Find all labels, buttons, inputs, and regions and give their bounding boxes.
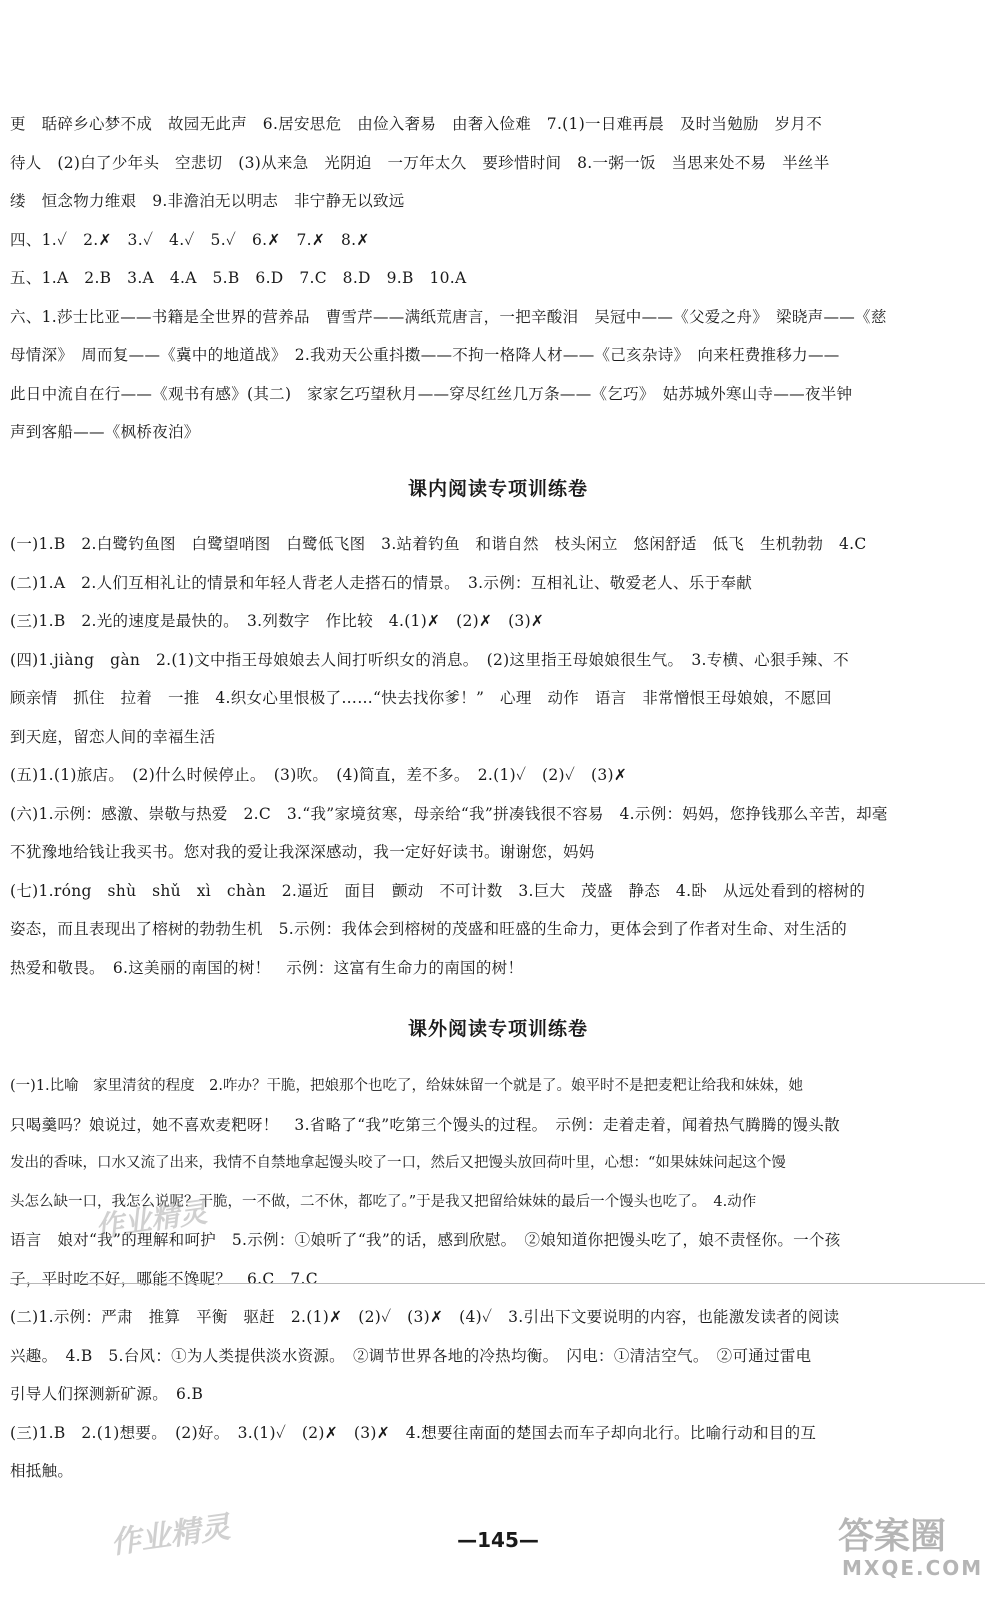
section-title-in-class-reading: 课内阅读专项训练卷	[407, 478, 588, 500]
text-line: (一)1.比喻 家里清贫的程度 2.咋办？干脆，把娘那个也吃了，给妹妹留一个就是了。娘平时不是把麦粑让给我和妹妹，她	[10, 1078, 803, 1094]
watermark-stamp: 作业精灵	[108, 1509, 233, 1562]
answer-block-continued	[10, 105, 985, 452]
text-line: (五)1.(1)旅店。 (2)什么时候停止。 (3)吹。 (4)简直，差不多。 2.(1)✓ (2)✓ (3)✗	[10, 766, 628, 784]
answer-block-in-class	[10, 525, 985, 987]
text-line: 顾亲情 抓住 拉着 一推 4.织女心里恨极了……“快去找你爹！” 心理 动作 语言 非常憎恨王母娘娘，不愿回	[10, 689, 832, 707]
text-line: 热爱和敬畏。 6.这美丽的南国的树！ 示例：这富有生命力的南国的树！	[10, 958, 524, 977]
text-line: 四、1.✓ 2.✗ 3.✓ 4.✓ 5.✓ 6.✗ 7.✗ 8.✗	[10, 230, 370, 249]
text-line: 不犹豫地给钱让我买书。您对我的爱让我深深感动，我一定好好读书。谢谢您，妈妈	[10, 843, 595, 861]
text-line: (三)1.B 2.(1)想要。 (2)好。 3.(1)✓ (2)✗ (3)✗ 4.想要往南面的楚国去而车子却向北行。比喻行动和目的互	[10, 1423, 817, 1442]
text-line: 子，平时吃不好，哪能不馋呢？ 6.C 7.C	[10, 1269, 318, 1288]
answer-block-extracurricular	[10, 1067, 985, 1491]
text-line: (二)1.示例：严肃 推算 平衡 驱赶 2.(1)✗ (2)✓ (3)✗ (4)✓ 3.引出下文要说明的内容，也能激发读者的阅读	[10, 1308, 840, 1326]
text-line: 六、1.莎士比亚——书籍是全世界的营养品 曹雪芹——满纸荒唐言，一把辛酸泪 吴冠中——《父爱之舟》 梁晓声——《慈	[10, 307, 887, 326]
watermark-logo: 答案圈	[838, 1516, 947, 1557]
text-line: 姿态，而且表现出了榕树的勃勃生机 5.示例：我体会到榕树的茂盛和旺盛的生命力，更体会到了作者对生命、对生活的	[10, 920, 847, 938]
text-line: 兴趣。 4.B 5.台风：①为人类提供淡水资源。 ②调节世界各地的冷热均衡。 闪电：①清洁空气。 ②可通过雷电	[10, 1346, 812, 1365]
text-line: (一)1.B 2.白鹭钓鱼图 白鹭望哨图 白鹭低飞图 3.站着钓鱼 和谐自然 枝头闲立 悠闲舒适 低飞 生机勃勃 4.C	[10, 535, 867, 553]
text-line: 五、1.A 2.B 3.A 4.A 5.B 6.D 7.C 8.D 9.B 10.A	[10, 269, 467, 287]
divider	[10, 1283, 985, 1284]
text-line: (七)1.róng shù shǔ xì chàn 2.逼近 面目 颤动 不可计数 3.巨大 茂盛 静态 4.卧 从远处看到的榕树的	[10, 881, 866, 900]
text-line: 到天庭，留恋人间的幸福生活	[10, 727, 216, 746]
text-line: 头怎么缺一口，我怎么说呢？干脆，一不做，二不休，都吃了。”于是我又把留给妹妹的最后一个馒头也吃了。 4.动作	[10, 1193, 757, 1210]
text-line: 待人 (2)白了少年头 空悲切 (3)从来急 光阴迫 一万年太久 要珍惜时间 8.一粥一饭 当思来处不易 半丝半	[10, 153, 830, 172]
text-line: 母情深》 周而复——《冀中的地道战》 2.我劝天公重抖擞——不拘一格降人材——《己亥杂诗》 向来枉费推移力——	[10, 346, 840, 364]
text-line: (四)1.jiàng gàn 2.(1)文中指王母娘娘去人间打听织女的消息。 (2)这里指王母娘娘很生气。 3.专横、心狠手辣、不	[10, 650, 849, 669]
page-number: —145—	[457, 1528, 539, 1552]
text-line: (三)1.B 2.光的速度是最快的。 3.列数字 作比较 4.(1)✗ (2)✗ (3)✗	[10, 612, 545, 630]
text-line: 声到客船——《枫桥夜泊》	[10, 423, 200, 441]
text-line: 更 聒碎乡心梦不成 故园无此声 6.居安思危 由俭入奢易 由奢入俭难 7.(1)一日难再晨 及时当勉励 岁月不	[10, 115, 823, 133]
text-line: 此日中流自在行——《观书有感》(其二) 家家乞巧望秋月——穿尽红丝几万条——《乞巧》 姑苏城外寒山寺——夜半钟	[10, 384, 853, 403]
text-line: (二)1.A 2.人们互相礼让的情景和年轻人背老人走搭石的情景。 3.示例：互相礼让、敬爱老人、乐于奉献	[10, 573, 753, 592]
section-title-extracurricular-reading: 课外阅读专项训练卷	[407, 1018, 588, 1040]
text-line: 只喝羹吗？娘说过，她不喜欢麦粑呀！ 3.省略了“我”吃第三个馒头的过程。 示例：走着走着，闻着热气腾腾的馒头散	[10, 1115, 840, 1134]
watermark-stamp: 作业精灵	[93, 1195, 209, 1244]
text-line: 缕 恒念物力维艰 9.非澹泊无以明志 非宁静无以致远	[10, 192, 405, 210]
watermark-url: MXQE.COM	[842, 1556, 984, 1580]
text-line: (六)1.示例：感激、崇敬与热爱 2.C 3.“我”家境贫寒，母亲给“我”拼凑钱很不容易 4.示例：妈妈，您挣钱那么辛苦，却毫	[10, 804, 888, 823]
text-line: 相抵触。	[10, 1462, 74, 1480]
text-line: 语言 娘对“我”的理解和呵护 5.示例：①娘听了“我”的话，感到欣慰。 ②娘知道你把馒头吃了，娘不责怪你。一个孩	[10, 1231, 841, 1249]
text-line: 引导人们探测新矿源。 6.B	[10, 1385, 204, 1403]
text-line: 发出的香味，口水又流了出来，我情不自禁地拿起馒头咬了一口，然后又把馒头放回荷叶里，心想：“如果妹妹问起这个馒	[10, 1155, 786, 1171]
